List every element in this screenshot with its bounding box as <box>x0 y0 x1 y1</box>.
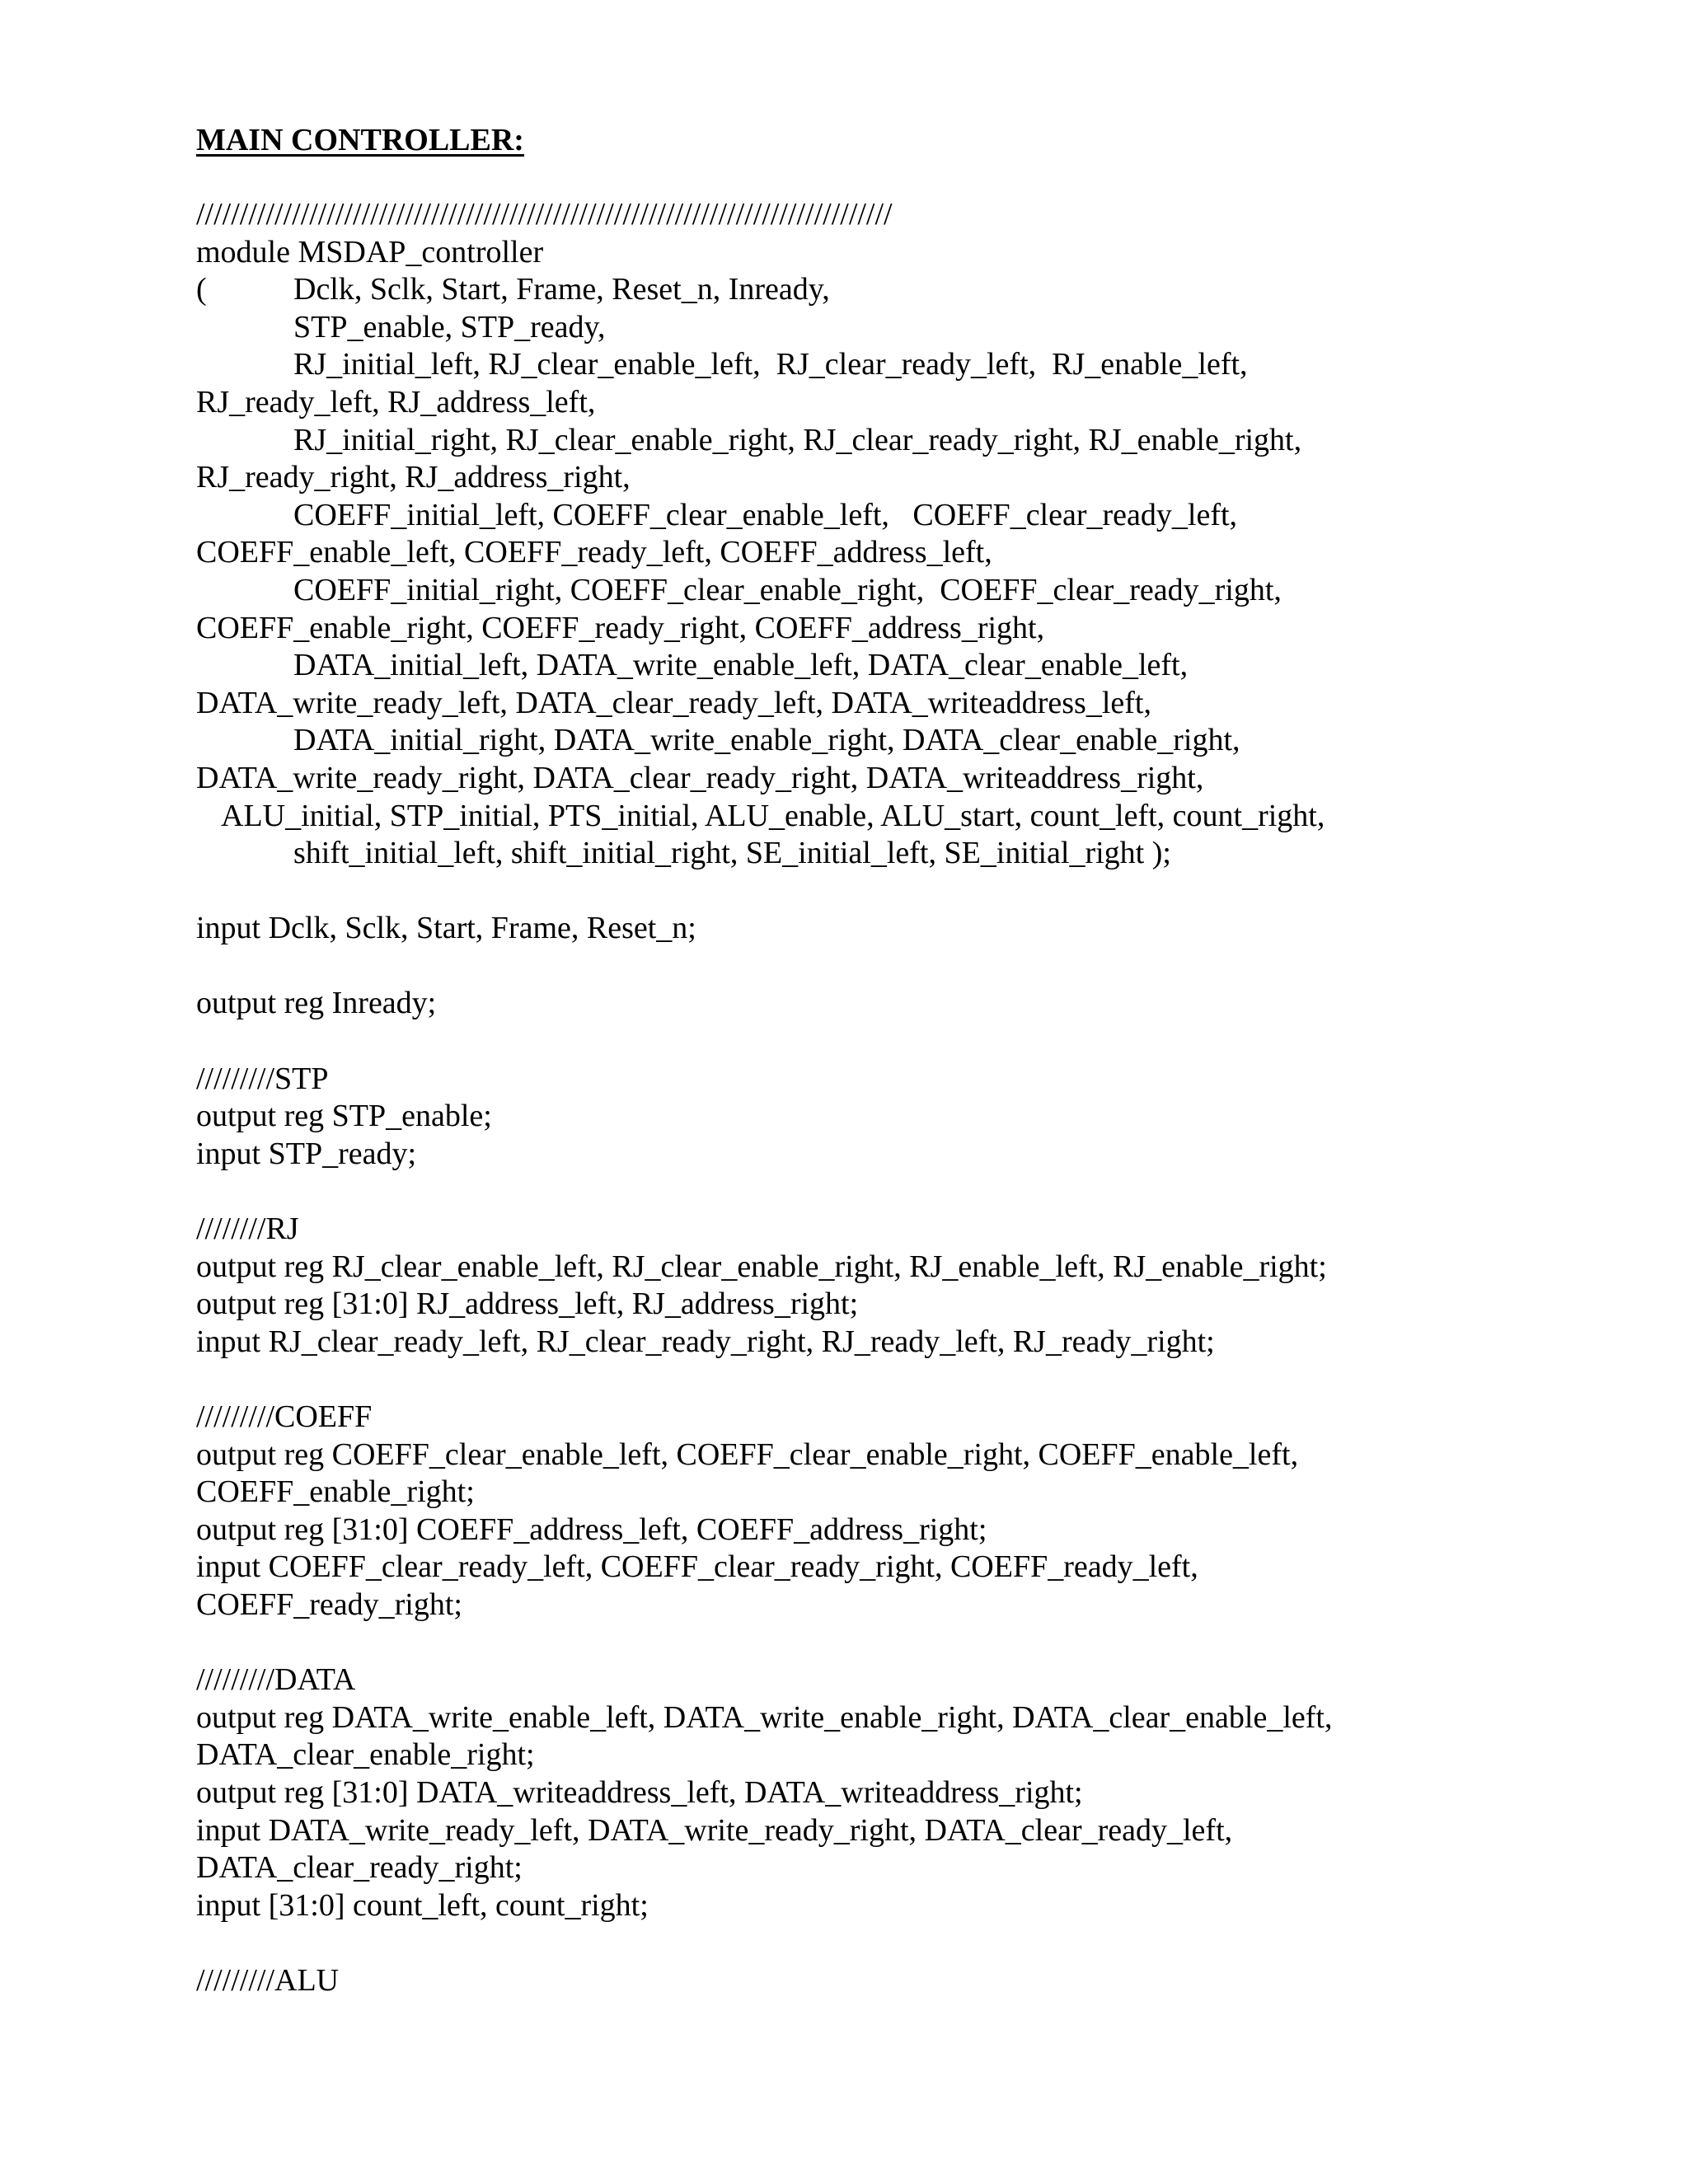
rj-declaration: output reg RJ_clear_enable_left, RJ_clear_enable_right, RJ_enable_left, RJ_enable_right; <box>196 1249 1327 1284</box>
port-line: RJ_ready_right, RJ_address_right, <box>196 460 631 495</box>
module-declaration: module MSDAP_controller <box>196 234 544 269</box>
verilog-code-block <box>196 196 1482 2000</box>
blank-line <box>196 1924 1482 1962</box>
port-line: COEFF_initial_right, COEFF_clear_enable_right, COEFF_clear_ready_right, <box>293 572 1282 607</box>
coeff-section-comment: /////////COEFF <box>196 1399 373 1434</box>
port-line: DATA_write_ready_left, DATA_clear_ready_left, DATA_writeaddress_left, <box>196 685 1151 720</box>
port-line: COEFF_enable_right, COEFF_ready_right, COEFF_address_right, <box>196 610 1045 645</box>
data-declaration: input DATA_write_ready_left, DATA_write_ready_right, DATA_clear_ready_left, <box>196 1812 1233 1848</box>
port-line: COEFF_initial_left, COEFF_clear_enable_left, COEFF_clear_ready_left, <box>293 497 1238 532</box>
output-inready-declaration: output reg Inready; <box>196 986 437 1021</box>
coeff-declaration: input COEFF_clear_ready_left, COEFF_clear_ready_right, COEFF_ready_left, <box>196 1549 1198 1585</box>
stp-declaration: input STP_ready; <box>196 1136 417 1171</box>
port-line: ALU_initial, STP_initial, PTS_initial, ALU_enable, ALU_start, count_left, count_right, <box>221 798 1325 833</box>
stp-section-comment: /////////STP <box>196 1061 329 1096</box>
blank-line <box>196 1624 1482 1662</box>
data-declaration: output reg [31:0] DATA_writeaddress_left, DATA_writeaddress_right; <box>196 1774 1083 1810</box>
coeff-declaration: output reg [31:0] COEFF_address_left, COEFF_address_right; <box>196 1511 987 1547</box>
port-line: shift_initial_left, shift_initial_right, SE_initial_left, SE_initial_right ); <box>293 836 1171 871</box>
stp-declaration: output reg STP_enable; <box>196 1099 492 1134</box>
section-heading: MAIN CONTROLLER: <box>196 123 524 157</box>
port-list-first-line <box>196 271 1482 309</box>
comment-divider: //////////////////////////////////////////////////////////////////////////////// <box>196 197 893 232</box>
data-declaration: input [31:0] count_left, count_right; <box>196 1887 649 1923</box>
port-line: Dclk, Sclk, Start, Frame, Reset_n, Inready, <box>293 272 830 307</box>
port-line: RJ_ready_left, RJ_address_left, <box>196 384 596 419</box>
blank-line <box>196 948 1482 986</box>
data-declaration: DATA_clear_ready_right; <box>196 1850 523 1886</box>
data-declaration: DATA_clear_enable_right; <box>196 1737 535 1773</box>
coeff-declaration: COEFF_enable_right; <box>196 1474 475 1510</box>
port-line: STP_enable, STP_ready, <box>293 309 606 344</box>
port-line: COEFF_enable_left, COEFF_ready_left, COEFF_address_left, <box>196 535 992 570</box>
blank-line <box>196 873 1482 911</box>
port-line: RJ_initial_left, RJ_clear_enable_left, RJ_clear_ready_left, RJ_enable_left, <box>293 347 1248 382</box>
data-declaration: output reg DATA_write_enable_left, DATA_write_enable_right, DATA_clear_enable_left, <box>196 1699 1333 1735</box>
blank-line <box>196 1023 1482 1061</box>
blank-line <box>196 1361 1482 1399</box>
port-line: DATA_write_ready_right, DATA_clear_ready_right, DATA_writeaddress_right, <box>196 760 1204 795</box>
open-paren: ( <box>196 272 207 307</box>
rj-declaration: input RJ_clear_ready_left, RJ_clear_ready_right, RJ_ready_left, RJ_ready_right; <box>196 1324 1215 1359</box>
port-line: DATA_initial_right, DATA_write_enable_right, DATA_clear_enable_right, <box>293 723 1240 758</box>
rj-declaration: output reg [31:0] RJ_address_left, RJ_address_right; <box>196 1286 859 1322</box>
coeff-declaration: output reg COEFF_clear_enable_left, COEFF_clear_enable_right, COEFF_enable_left, <box>196 1436 1299 1472</box>
port-line: DATA_initial_left, DATA_write_enable_left, DATA_clear_enable_left, <box>293 648 1189 683</box>
data-section-comment: /////////DATA <box>196 1662 356 1698</box>
rj-section-comment: ////////RJ <box>196 1212 299 1247</box>
coeff-declaration: COEFF_ready_right; <box>196 1586 462 1622</box>
input-declaration: input Dclk, Sclk, Start, Frame, Reset_n; <box>196 911 696 946</box>
alu-section-comment: /////////ALU <box>196 1962 340 1998</box>
port-line: RJ_initial_right, RJ_clear_enable_right, RJ_clear_ready_right, RJ_enable_right, <box>293 422 1302 457</box>
blank-line <box>196 1173 1482 1211</box>
